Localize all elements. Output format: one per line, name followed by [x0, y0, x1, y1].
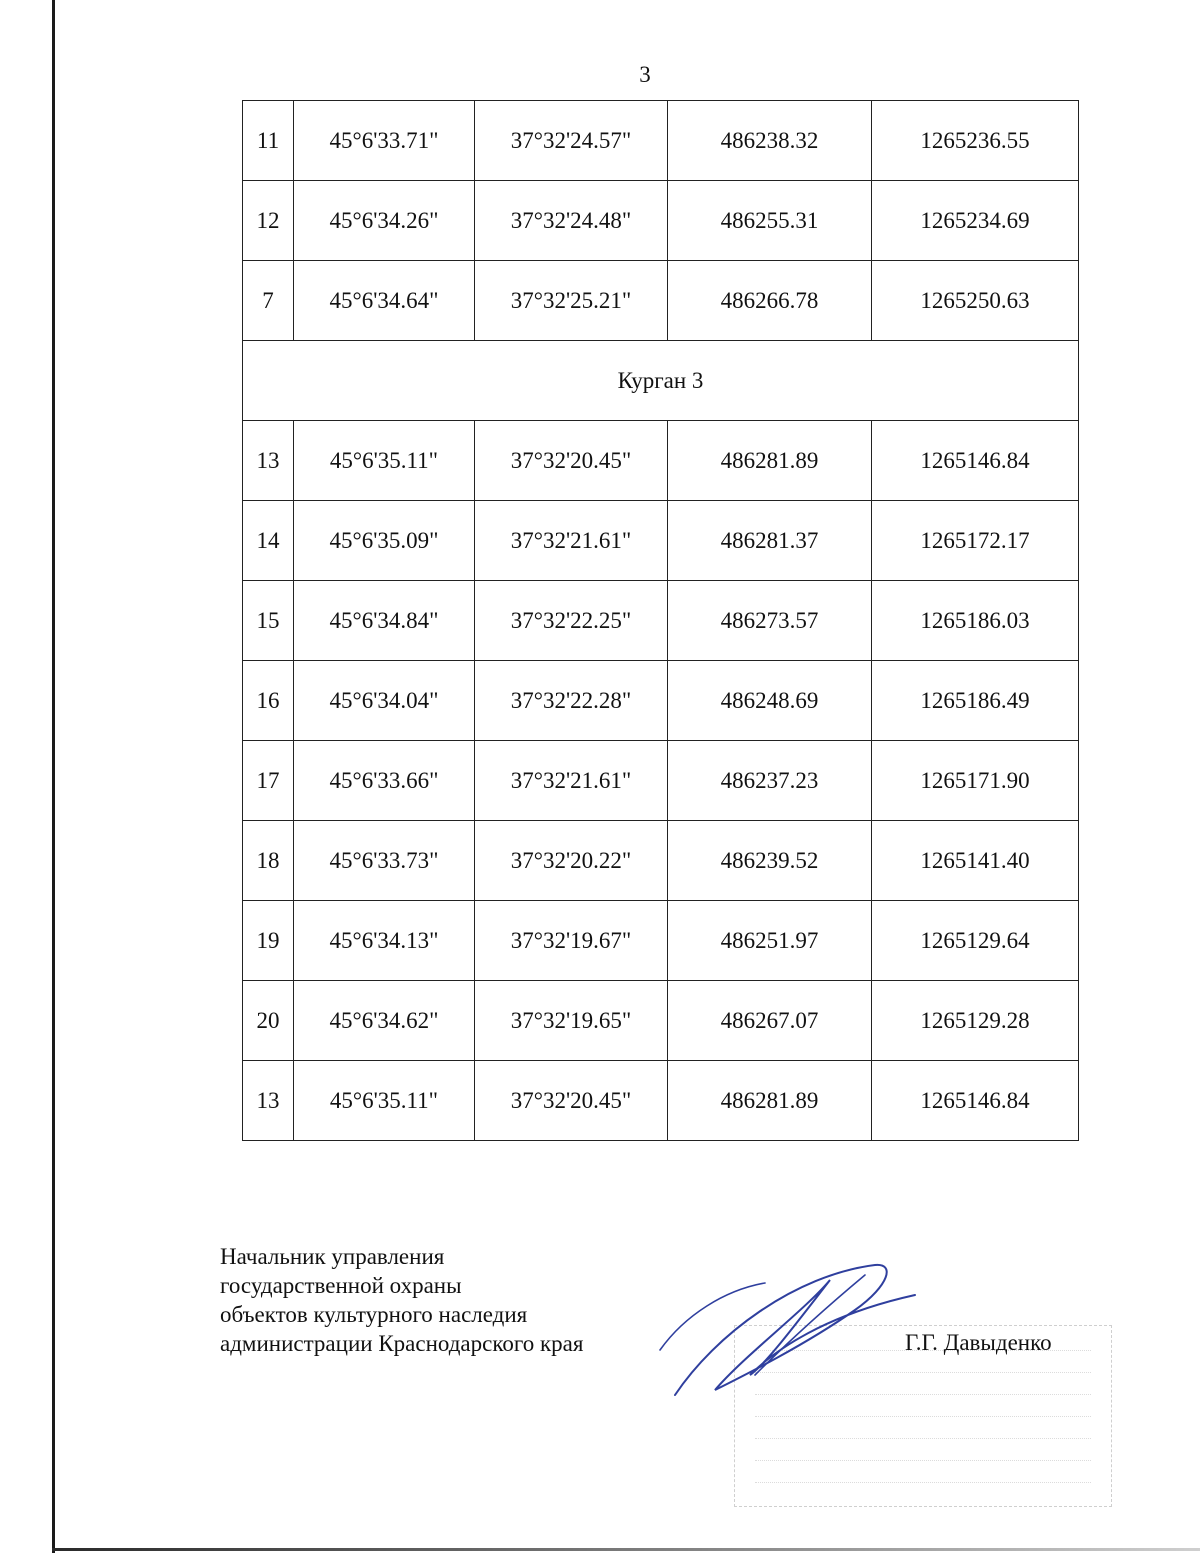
- point-number: 13: [243, 1061, 294, 1141]
- table-row: [243, 421, 1079, 501]
- point-number: 16: [243, 661, 294, 741]
- point-number: 12: [243, 181, 294, 261]
- table-row: [243, 901, 1079, 981]
- coordinates-table-body: [243, 101, 1079, 1141]
- longitude-cell: 37°32'19.65": [475, 981, 668, 1061]
- table-row: [243, 1061, 1079, 1141]
- y-coordinate-cell: 1265186.49: [872, 661, 1079, 741]
- signer-name: Г.Г. Давыденко: [905, 1330, 1052, 1355]
- latitude-cell: 45°6'34.84": [294, 581, 475, 661]
- point-number: 18: [243, 821, 294, 901]
- point-number: 15: [243, 581, 294, 661]
- point-number: 7: [243, 261, 294, 341]
- signer-title-block: [220, 1242, 583, 1358]
- y-coordinate-cell: 1265146.84: [872, 421, 1079, 501]
- latitude-cell: 45°6'34.64": [294, 261, 475, 341]
- latitude-cell: 45°6'35.11": [294, 1061, 475, 1141]
- longitude-cell: 37°32'24.48": [475, 181, 668, 261]
- y-coordinate-cell: 1265236.55: [872, 101, 1079, 181]
- longitude-cell: 37°32'24.57": [475, 101, 668, 181]
- point-number: 14: [243, 501, 294, 581]
- x-coordinate-cell: 486239.52: [668, 821, 872, 901]
- table-row: [243, 581, 1079, 661]
- signer-title-line: объектов культурного наследия: [220, 1302, 528, 1327]
- y-coordinate-cell: 1265172.17: [872, 501, 1079, 581]
- latitude-cell: 45°6'35.11": [294, 421, 475, 501]
- longitude-cell: 37°32'22.25": [475, 581, 668, 661]
- point-number: 11: [243, 101, 294, 181]
- y-coordinate-cell: 1265171.90: [872, 741, 1079, 821]
- section-label: Курган 3: [243, 341, 1079, 421]
- signer-title-line: Начальник управления: [220, 1244, 445, 1269]
- longitude-cell: 37°32'25.21": [475, 261, 668, 341]
- table-row: [243, 661, 1079, 741]
- table-row: [243, 501, 1079, 581]
- table-row: [243, 101, 1079, 181]
- x-coordinate-cell: 486281.89: [668, 1061, 872, 1141]
- x-coordinate-cell: 486237.23: [668, 741, 872, 821]
- x-coordinate-cell: 486273.57: [668, 581, 872, 661]
- latitude-cell: 45°6'34.62": [294, 981, 475, 1061]
- table-row: [243, 181, 1079, 261]
- x-coordinate-cell: 486281.37: [668, 501, 872, 581]
- handwritten-signature: [655, 1255, 935, 1405]
- x-coordinate-cell: 486266.78: [668, 261, 872, 341]
- scan-edge-left: [52, 0, 55, 1553]
- x-coordinate-cell: 486267.07: [668, 981, 872, 1061]
- section-row: [243, 341, 1079, 421]
- y-coordinate-cell: 1265186.03: [872, 581, 1079, 661]
- latitude-cell: 45°6'34.04": [294, 661, 475, 741]
- table-row: [243, 981, 1079, 1061]
- longitude-cell: 37°32'20.22": [475, 821, 668, 901]
- longitude-cell: 37°32'20.45": [475, 421, 668, 501]
- y-coordinate-cell: 1265234.69: [872, 181, 1079, 261]
- table-row: [243, 261, 1079, 341]
- point-number: 19: [243, 901, 294, 981]
- latitude-cell: 45°6'35.09": [294, 501, 475, 581]
- latitude-cell: 45°6'33.71": [294, 101, 475, 181]
- table-row: [243, 821, 1079, 901]
- longitude-cell: 37°32'21.61": [475, 741, 668, 821]
- page-number: 3: [639, 62, 651, 87]
- y-coordinate-cell: 1265141.40: [872, 821, 1079, 901]
- latitude-cell: 45°6'34.26": [294, 181, 475, 261]
- longitude-cell: 37°32'20.45": [475, 1061, 668, 1141]
- table-row: [243, 741, 1079, 821]
- y-coordinate-cell: 1265129.28: [872, 981, 1079, 1061]
- y-coordinate-cell: 1265146.84: [872, 1061, 1079, 1141]
- longitude-cell: 37°32'21.61": [475, 501, 668, 581]
- longitude-cell: 37°32'19.67": [475, 901, 668, 981]
- y-coordinate-cell: 1265250.63: [872, 261, 1079, 341]
- point-number: 20: [243, 981, 294, 1061]
- x-coordinate-cell: 486281.89: [668, 421, 872, 501]
- scan-edge-bottom: [52, 1548, 1200, 1551]
- x-coordinate-cell: 486238.32: [668, 101, 872, 181]
- latitude-cell: 45°6'33.66": [294, 741, 475, 821]
- signer-title-line: администрации Краснодарского края: [220, 1331, 584, 1356]
- y-coordinate-cell: 1265129.64: [872, 901, 1079, 981]
- point-number: 13: [243, 421, 294, 501]
- latitude-cell: 45°6'33.73": [294, 821, 475, 901]
- x-coordinate-cell: 486251.97: [668, 901, 872, 981]
- point-number: 17: [243, 741, 294, 821]
- signer-title-line: государственной охраны: [220, 1273, 462, 1298]
- x-coordinate-cell: 486255.31: [668, 181, 872, 261]
- x-coordinate-cell: 486248.69: [668, 661, 872, 741]
- coordinates-table: [242, 100, 1079, 1141]
- latitude-cell: 45°6'34.13": [294, 901, 475, 981]
- longitude-cell: 37°32'22.28": [475, 661, 668, 741]
